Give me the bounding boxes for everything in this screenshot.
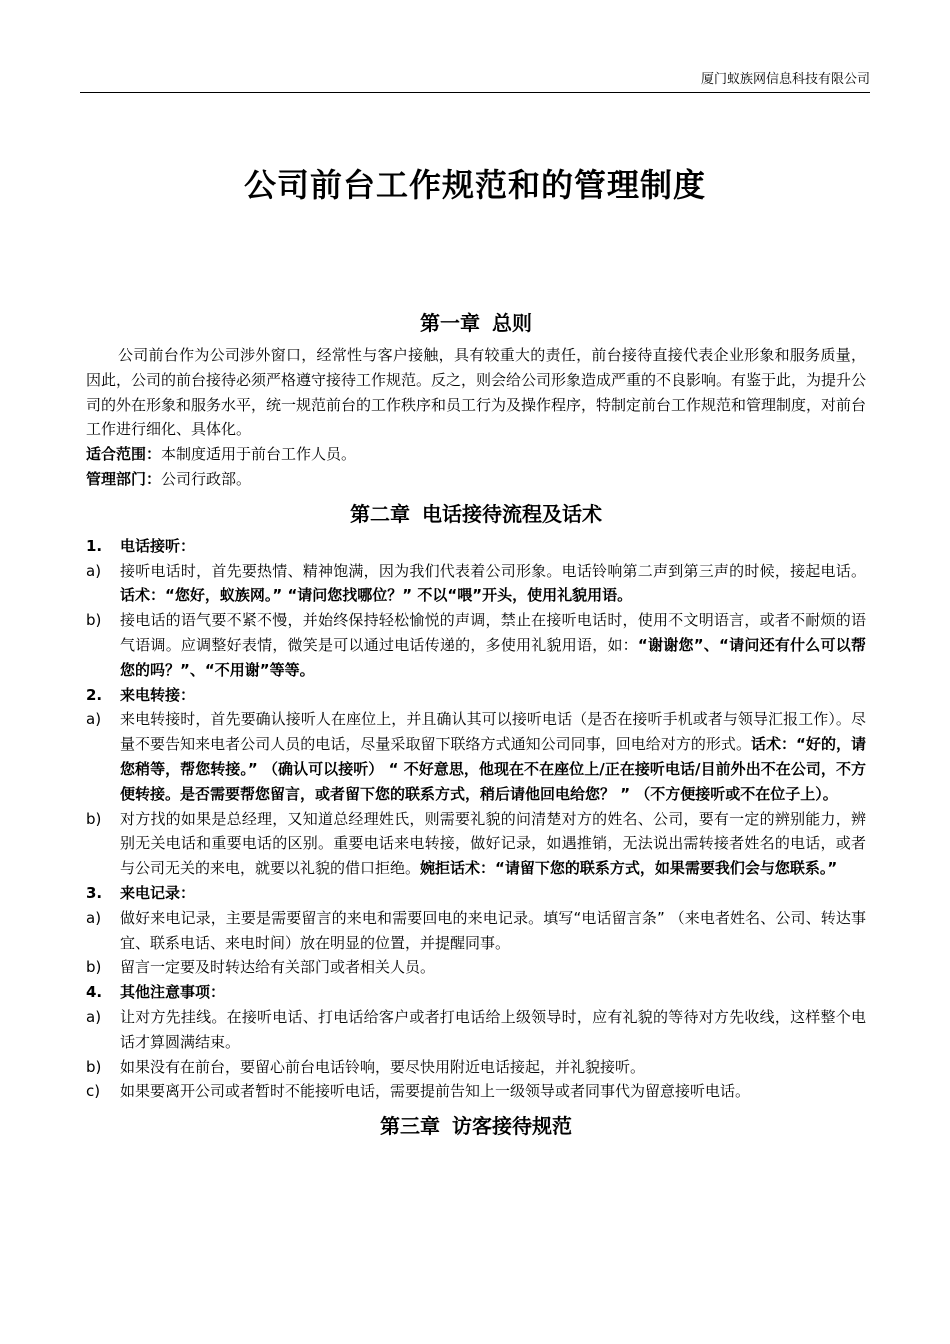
section-1-number: 1. (86, 536, 103, 555)
section-1-item-a (86, 559, 866, 609)
item-marker: b) (86, 958, 102, 977)
item-marker: b) (86, 611, 102, 630)
section-2-item-b (86, 807, 866, 881)
chapter-3-label: 第三章 (380, 1114, 440, 1139)
section-1-heading (86, 534, 866, 559)
company-name: 厦门蚁族网信息科技有限公司 (700, 72, 870, 87)
scope-label: 适合范围： (86, 445, 162, 464)
section-2-heading (86, 683, 866, 708)
document-body (86, 303, 866, 1146)
item-text: 如果要离开公司或者暂时不能接听电话，需要提前告知上一级领导或者同事代为留意接听电话。 (120, 1082, 751, 1101)
scope-text: 本制度适用于前台工作人员。 (161, 445, 357, 464)
chapter-1-intro: 公司前台作为公司涉外窗口，经常性与客户接触，具有较重大的责任，前台接待直接代表企业形象和服务质量，因此，公司的前台接待必须严格遵守接待工作规范。反之，则会给公司形象造成严重的不良影响。有鉴于此，为提升公司的外在形象和服务水平，统一规范前台的工作秩序和员工行为及操作程序，特制定前台工作规范和管理制度，对前台工作进行细化、具体化。 (86, 346, 867, 439)
item-script: 话术：“您好，蚁族网。” “请问您找哪位？” 不以“喂”开头，使用礼貌用语。 (120, 586, 633, 605)
item-script: “谢谢您”、“请问还有什么可以帮您的吗？”、“不用谢”等等。 (120, 635, 866, 679)
item-text: 做好来电记录，主要是需要留言的来电和需要回电的来电记录。填写“电话留言条” （来电者姓名、公司、转达事宜、联系电话、来电时间）放在明显的位置，并提醒同事。 (120, 908, 866, 952)
item-script: 话术：“好的，请您稍等，帮您转接。” （确认可以接听） “ 不好意思，他现在不在座位上/正在接听电话/目前外出不在公司，不方便转接。是否需要帮您留言，或者留下您的联系方式，稍后请他回电给您？ ” （不方便接听或不在位子上）。 (120, 735, 866, 803)
section-4-item-a (86, 1005, 866, 1055)
section-4-number: 4. (86, 983, 103, 1002)
chapter-1-label: 第一章 (420, 311, 480, 335)
section-2-item-a (86, 707, 866, 806)
section-1-item-b (86, 608, 866, 682)
section-4-heading (86, 980, 866, 1005)
item-marker: b) (86, 809, 102, 828)
section-3-item-a (86, 906, 866, 956)
chapter-3-name: 访客接待规范 (452, 1114, 572, 1139)
section-2-number: 2. (86, 685, 103, 704)
section-3-heading (86, 881, 866, 906)
item-marker: c) (86, 1082, 101, 1101)
item-script: 婉拒话术：“请留下您的联系方式，如果需要我们会与您联系。” (420, 859, 838, 878)
item-text: 来电转接时，首先要确认接听人在座位上，并且确认其可以接听电话（是否在接听手机或者与领导汇报工作）。尽量不要告知来电者公司人员的电话，尽量采取留下联络方式通知公司同事，回电给对方的形式。 (120, 710, 866, 754)
chapter-2-name: 电话接待流程及话术 (422, 501, 602, 526)
dept-label: 管理部门： (86, 469, 162, 488)
section-4-title: 其他注意事项： (120, 983, 226, 1002)
chapter-1-name: 总则 (492, 311, 532, 335)
section-3-number: 3. (86, 883, 103, 902)
chapter-2-label: 第二章 (350, 501, 410, 526)
item-text: 接听电话时，首先要热情、精神饱满，因为我们代表着公司形象。电话铃响第二声到第三声的时候，接起电话。 (120, 561, 866, 580)
item-text: 如果没有在前台，要留心前台电话铃响，要尽快用附近电话接起，并礼貌接听。 (120, 1057, 646, 1076)
chapter-2-heading (86, 494, 866, 534)
section-3-title: 来电记录： (120, 883, 196, 902)
item-text: 对方找的如果是总经理，又知道总经理姓氏，则需要礼貌的问清楚对方的姓名、公司，要有一定的辨别能力，辨别无关电话和重要电话的区别。重要电话来电转接，做好记录，如遇推销，无法说出需转接者姓名的电话，或者与公司无关的来电，就要以礼貌的借口拒绝。 (120, 809, 866, 878)
item-marker: a) (86, 1007, 102, 1026)
section-3-item-b (86, 955, 866, 980)
chapter-1-heading (86, 303, 866, 343)
dept-text: 公司行政部。 (161, 469, 252, 488)
section-2-title: 来电转接： (120, 685, 196, 704)
item-marker: a) (86, 561, 102, 580)
item-marker: b) (86, 1057, 102, 1076)
item-marker: a) (86, 908, 102, 927)
section-4-item-c (86, 1079, 866, 1104)
page-header (80, 68, 870, 93)
document-title: 公司前台工作规范和的管理制度 (243, 166, 706, 204)
dept-line (86, 467, 866, 492)
item-text: 让对方先挂线。在接听电话、打电话给客户或者打电话给上级领导时，应有礼貌的等待对方先收线，这样整个电话才算圆满结束。 (120, 1007, 866, 1051)
section-4-item-b (86, 1055, 866, 1080)
item-text: 留言一定要及时转达给有关部门或者相关人员。 (120, 958, 436, 977)
item-text: 接电话的语气要不紧不慢，并始终保持轻松愉悦的声调，禁止在接听电话时，使用不文明语言，或者不耐烦的语气语调。应调整好表情，微笑是可以通过电话传递的，多使用礼貌用语，如： (120, 611, 866, 654)
section-1-title: 电话接听： (120, 536, 196, 555)
item-marker: a) (86, 710, 102, 729)
chapter-3-heading (86, 1106, 866, 1146)
scope-line (86, 442, 866, 467)
